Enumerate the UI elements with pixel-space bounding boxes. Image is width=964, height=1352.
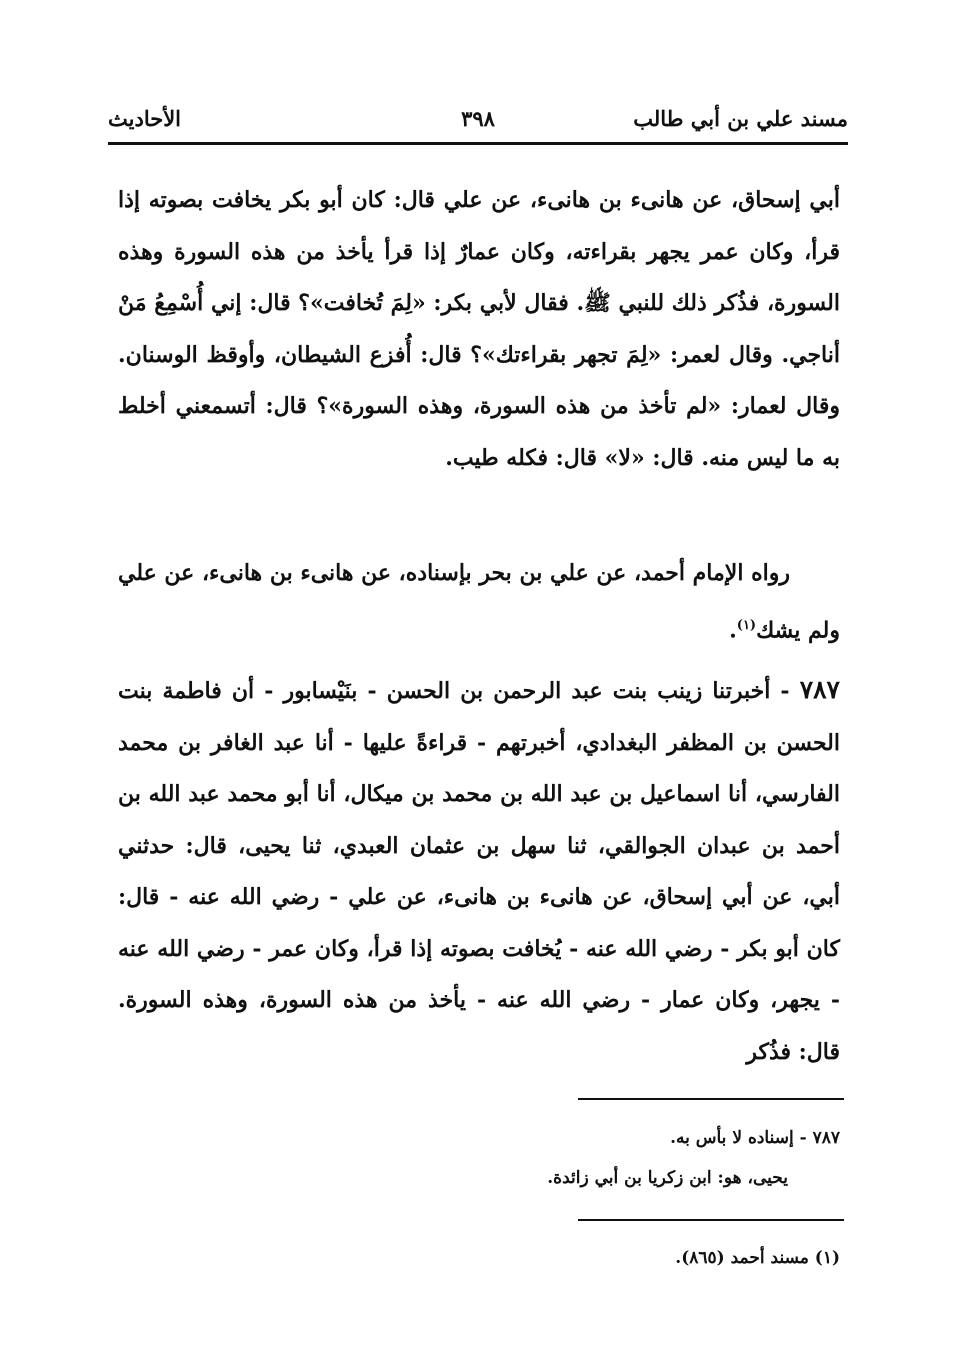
note-2: يحيى، هو: ابن زكريا بن أبي زائدة. [547,1168,788,1188]
paragraph-3 [118,664,840,1078]
book-title: مسند علي بن أبي طالب [633,106,848,131]
footnote-1: (١) مسند أحمد (٨٦٥). [675,1248,840,1268]
paragraph-2-body: رواه الإمام أحمد، عن علي بن بحر بإسناده، عن هانىء بن هانىء، عن علي ولم يشك [118,560,840,643]
paragraph-2 [118,548,840,656]
page-number: ٣٩٨ [461,106,495,131]
paragraph-3-text [118,664,840,1078]
footnotes-section [300,1238,840,1278]
hadith-number: ٧٨٧ [799,675,840,704]
section-title: الأحاديث [108,106,182,131]
paragraph-1-text: أبي إسحاق، عن هانىء بن هانىء، عن علي قال: كان أبو بكر يخافت بصوته إذا قرأ، وكان عمر يجهر بقراءته، وكان عمارٌ إذا قرأ يأخذ من هذه السورة وهذه السورة، فذُكر ذلك للنبي ﷺ. فقال لأبي بكر: «لِمَ تُخافت»؟ قال: إني أُسْمِعُ مَنْ أناجي. وقال لعمر: «لِمَ تجهر بقراءتك»؟ قال: أُفزع الشيطان، وأوقظ الوسنان. وقال لعمار: «لم تأخذ من هذه السورة، وهذه السورة»؟ قال: أتسمعني أخلط به ما ليس منه. قال: «لا» قال: فكله طيب. [118,187,840,471]
paragraph-2-end: . [729,616,737,643]
note-1: ٧٨٧ - إسناده لا بأس به. [670,1128,840,1148]
notes-section [300,1118,840,1198]
running-head [108,104,848,140]
notes-separator [578,1098,844,1100]
paragraph-3-body: - أخبرتنا زينب بنت عبد الرحمن بن الحسن - بنَيْسابور - أن فاطمة بنت الحسن بن المظفر البغدادي، أخبرتهم - قراءةً عليها - أنا عبد الغافر بن محمد الفارسي، أنا اسماعيل بن عبد الله بن محمد بن ميكال، أنا أبو محمد عبد الله بن أحمد بن عبدان الجوالقي، ثنا سهل بن عثمان العبدي، ثنا يحيى، قال: حدثني أبي، عن أبي إسحاق، عن هانىء بن هانىء، عن علي - رضي الله عنه - قال: كان أبو بكر - رضي الله عنه - يُخافت بصوته إذا قرأ، وكان عمر - رضي الله عنه - يجهر، وكان عمار - رضي الله عنه - يأخذ من هذه السورة، وهذه السورة. قال: فذُكر [118,678,840,1065]
header-rule [108,142,848,145]
paragraph-2-text [118,548,840,656]
paragraph-1 [118,175,840,484]
footnote-ref-1: (١) [736,617,757,633]
footnotes-separator [578,1219,844,1221]
